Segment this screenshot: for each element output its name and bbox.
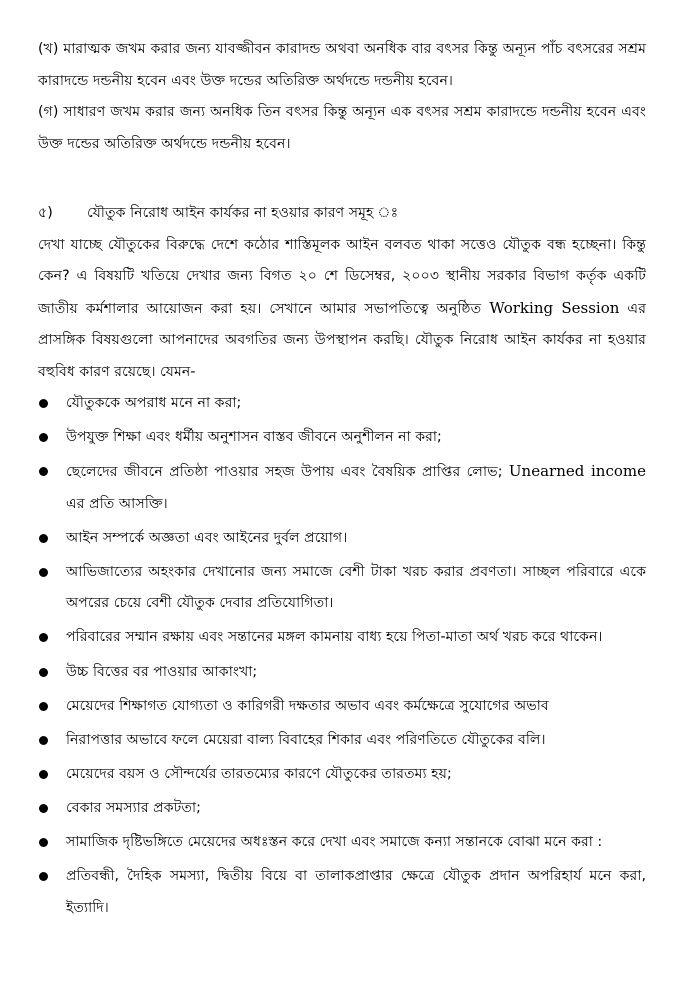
intro-latin-term: Working Session — [489, 298, 620, 317]
bullet-icon — [39, 633, 48, 642]
list-item: পরিবারের সম্মান রক্ষায় এবং সন্তানের মঙ্গল কামনায় বাধ্য হয়ে পিতা-মাতা অর্থ খরচ করে থাকেন। — [38, 622, 646, 654]
bullet-icon — [39, 702, 48, 711]
document-page — [38, 34, 646, 927]
list-item: মেয়েদের বয়স ও সৌন্দর্যের তারতম্যের কারণে যৌতুকের তারতম্য হয়; — [38, 759, 646, 791]
bullet-icon — [39, 467, 48, 476]
list-item: ছেলেদের জীবনে প্রতিষ্ঠা পাওয়ার সহজ উপায় এবং বৈষয়িক প্রাপ্তির লোভ; Unearned income এর প্রতি আসক্তি। — [38, 456, 646, 520]
list-item: বেকার সমস্যার প্রকটতা; — [38, 793, 646, 825]
bullet-icon — [39, 668, 48, 677]
list-item: নিরাপত্তার অভাবে ফলে মেয়েরা বাল্য বিবাহের শিকার এবং পরিণতিতে যৌতুকের বলি। — [38, 725, 646, 757]
section-title: যৌতুক নিরোধ আইন কার্যকর না হওয়ার কারণ সমূহ ঃ — [87, 205, 399, 221]
bullet-icon — [39, 568, 48, 577]
bullet-icon — [39, 838, 48, 847]
section-intro — [38, 230, 646, 389]
bullet-icon — [39, 534, 48, 543]
spacer — [38, 160, 646, 198]
bullet-icon — [39, 770, 48, 779]
list-item: আইন সম্পর্কে অজ্ঞতা এবং আইনের দুর্বল প্রয়োগ। — [38, 523, 646, 555]
section-heading — [38, 198, 646, 230]
bullet-icon — [39, 872, 48, 881]
list-item: যৌতুককে অপরাধ মনে না করা; — [38, 388, 646, 420]
intro-text-2: এর প্রাসঙ্গিক বিষয়গুলো আপনাদের অবগতির জন্য উপস্থাপন করছি। যৌতুক নিরোধ আইন কার্যকর না হওয়ার বহুবিধ কারণ রয়েছে। যেমন- — [38, 300, 647, 380]
list-item: উপযুক্ত শিক্ষা এবং ধর্মীয় অনুশাসন বাস্তব জীবনে অনুশীলন না করা; — [38, 422, 646, 454]
paragraph-ga: (গ) সাধারণ জখম করার জন্য অনধিক তিন বৎসর কিন্তু অন্যূন এক বৎসর সশ্রম কারাদন্ডে দন্ডনীয় হবেন এবং উক্ত দন্ডের অতিরিক্ত অর্থদন্ডে দন্ডনীয় হবেন। — [38, 104, 646, 152]
intro-text-1: দেখা যাচ্ছে যৌতুকের বিরুদ্ধে দেশে কঠোর শাস্তিমূলক আইন বলবত থাকা সত্তেও যৌতুক বন্ধ হচ্ছেনা। কিন্তু কেন? এ বিষয়টি খতিয়ে দেখার জন্য বিগত ২০ শে ডিসেম্বর, ২০০৩ স্থানীয় সরকার বিভাগ কর্তৃক একটি জাতীয় কর্মশালার আয়োজন করা হয়। সেখানে আমার সভাপতিত্বে অনুষ্ঠিত — [38, 236, 646, 317]
list-item: উচ্চ বিত্তের বর পাওয়ার আকাংখা; — [38, 657, 646, 689]
reasons-list — [38, 388, 646, 924]
list-item: মেয়েদের শিক্ষাগত যোগ্যতা ও কারিগরী দক্ষতার অভাব এবং কর্মক্ষেত্রে সুযোগের অভাব — [38, 691, 646, 723]
section-number: ৫) — [38, 205, 53, 221]
bullet-icon — [39, 736, 48, 745]
bullet-icon — [39, 433, 48, 442]
bullet-icon — [39, 804, 48, 813]
list-item: আভিজাত্যের অহংকার দেখানোর জন্য সমাজে বেশী টাকা খরচ করার প্রবণতা। সাচ্ছল পরিবারে একে অপরের চেয়ে বেশী যৌতুক দেবার প্রতিযোগিতা। — [38, 557, 646, 620]
bullet-latin-term: Unearned income — [508, 462, 646, 481]
bullet-icon — [39, 399, 48, 408]
list-item: প্রতিবন্ধী, দৈহিক সমস্যা, দ্বিতীয় বিয়ে বা তালাকপ্রাপ্তার ক্ষেত্রে যৌতুক প্রদান অপরিহার্য মনে করা, ইত্যাদি। — [38, 861, 646, 924]
paragraph-kha: (খ) মারাত্মক জখম করার জন্য যাবজ্জীবন কারাদন্ড অথবা অনধিক বার বৎসর কিন্তু অন্যূন পাঁচ বৎসরের সশ্রম কারাদন্ডে দন্ডনীয় হবেন এবং উক্ত দন্ডের অতিরিক্ত অর্থদন্ডে দন্ডনীয় হবেন। — [38, 41, 646, 89]
list-item: সামাজিক দৃষ্টিভঙ্গিতে মেয়েদের অধঃস্তন করে দেখা এবং সমাজে কন্যা সন্তানকে বোঝা মনে করা : — [38, 827, 646, 859]
